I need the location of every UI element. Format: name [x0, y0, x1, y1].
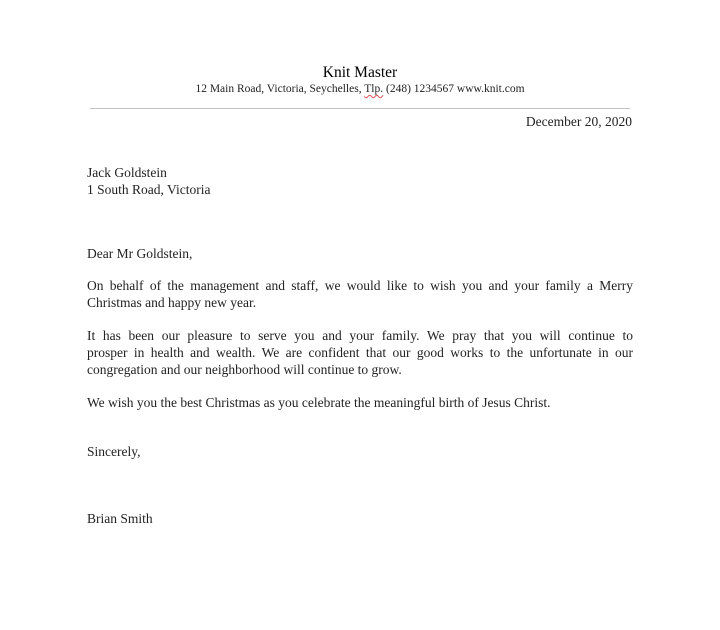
recipient-name: Jack Goldstein — [87, 165, 167, 180]
letter-date: December 20, 2020 — [525, 114, 632, 129]
spellcheck-flagged-word[interactable]: Tlp. — [364, 83, 384, 95]
recipient-address: 1 South Road, Victoria — [87, 182, 211, 197]
address-text-end: (248) 1234567 www.knit.com — [383, 83, 525, 95]
paragraph-line: congregation and our neighborhood will continue to grow. — [87, 362, 402, 377]
signature-name: Brian Smith — [87, 511, 153, 526]
paragraph-line: On behalf of the management and staff, we would like to wish you and your family a Merry — [87, 278, 633, 293]
recipient-block — [87, 164, 633, 198]
body-paragraph-3 — [87, 394, 633, 411]
company-name: Knit Master — [322, 64, 398, 81]
letterhead-divider — [90, 108, 630, 109]
closing: Sincerely, — [87, 444, 141, 459]
body-paragraph-1 — [87, 277, 633, 311]
salutation: Dear Mr Goldstein, — [87, 246, 193, 261]
body-paragraph-2 — [87, 327, 633, 378]
company-address — [0, 83, 720, 95]
paragraph-line: prosper in health and wealth. We are confident that our good works to the unfortunate in our — [87, 345, 633, 360]
paragraph-line: We wish you the best Christmas as you celebrate the meaningful birth of Jesus Christ. — [87, 395, 551, 410]
address-text-start: 12 Main Road, Victoria, Seychelles, — [195, 83, 365, 95]
paragraph-line: It has been our pleasure to serve you and your family. We pray that you will continue to — [87, 328, 633, 343]
paragraph-line: Christmas and happy new year. — [87, 295, 257, 310]
